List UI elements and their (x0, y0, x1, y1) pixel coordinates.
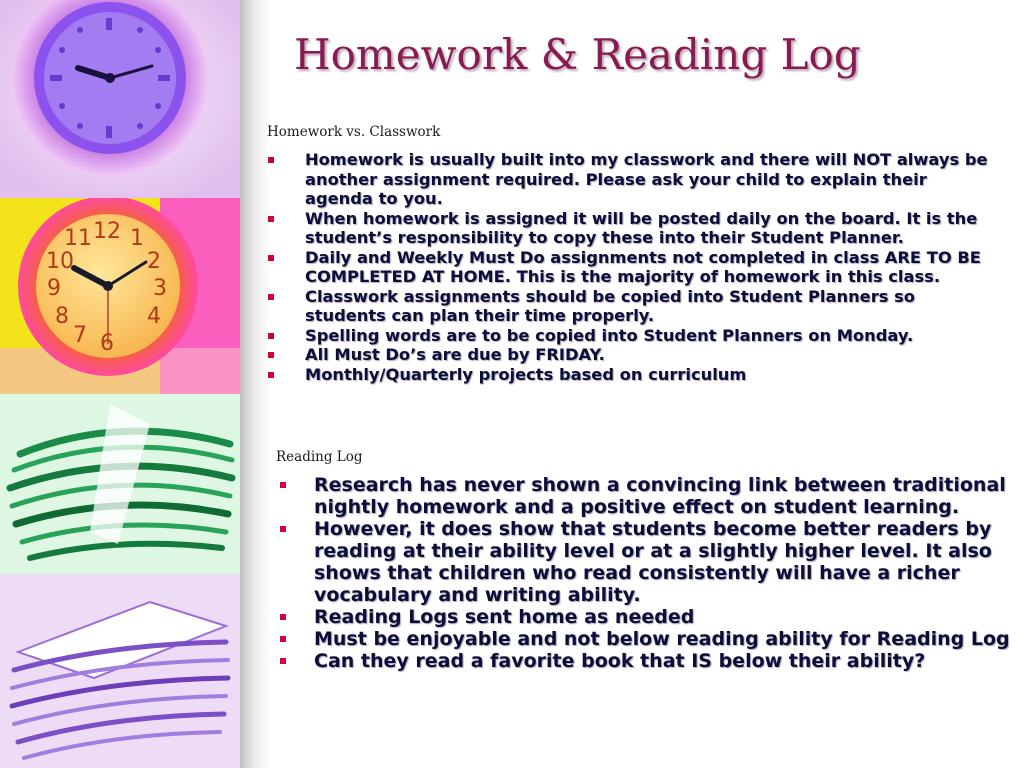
purple-clock-image (0, 0, 240, 198)
list-item (266, 150, 990, 209)
bullet-square-icon (280, 636, 286, 642)
list-item-text: Can they read a favorite book that IS below their ability? (314, 650, 926, 672)
list-item-text: Spelling words are to be copied into Student Planners on Monday. (305, 325, 914, 345)
bullet-square-icon (268, 352, 274, 358)
bullet-square-icon (268, 333, 274, 339)
list-item (276, 606, 1016, 628)
bullet-square-icon (268, 255, 274, 261)
clock-numeral: 7 (73, 323, 87, 348)
list-item-text: Must be enjoyable and not below reading ability for Reading Log (314, 628, 1010, 650)
clock-numeral: 1 (130, 226, 144, 251)
bullet-square-icon (280, 658, 286, 664)
list-item (266, 209, 990, 248)
strip-shadow (240, 0, 270, 768)
bullet-square-icon (280, 526, 286, 532)
clock-numeral: 8 (55, 304, 69, 329)
list-item-text: Reading Logs sent home as needed (314, 606, 695, 628)
clock-numeral: 10 (46, 249, 74, 274)
clock-numeral: 11 (64, 226, 92, 251)
list-item-text: Homework is usually built into my classwork and there will NOT always be another assignment required. Please ask your child to explain their agenda to you. (305, 150, 988, 208)
clock-numeral: 3 (153, 276, 167, 301)
bullet-square-icon (280, 614, 286, 620)
page-title: Homework & Reading Log (294, 30, 861, 79)
list-item (266, 248, 990, 287)
bullet-square-icon (268, 372, 274, 378)
green-books-image (0, 394, 240, 574)
list-item (276, 474, 1016, 518)
list-item (276, 628, 1016, 650)
section-heading-reading-log: Reading Log (276, 449, 363, 465)
list-item-text: All Must Do’s are due by FRIDAY. (305, 345, 605, 364)
list-item (266, 326, 990, 346)
bullet-square-icon (268, 157, 274, 163)
bullet-square-icon (268, 294, 274, 300)
clock-numeral: 4 (147, 304, 161, 329)
reading-log-bullet-list (276, 474, 1016, 672)
list-item (266, 365, 990, 385)
bullet-square-icon (280, 482, 286, 488)
clock-numeral: 6 (100, 331, 114, 356)
clock-numeral: 2 (147, 249, 161, 274)
orange-clock-image (0, 198, 240, 394)
section-heading-homework: Homework vs. Classwork (267, 124, 441, 140)
bullet-square-icon (268, 216, 274, 222)
list-item-text: However, it does show that students become better readers by reading at their ability level or at a slightly higher level. It also shows that children who read consistently will have a richer vocabulary and writing ability. (314, 518, 992, 606)
list-item (276, 518, 1016, 606)
homework-bullet-list (266, 150, 990, 384)
list-item (276, 650, 1016, 672)
clock-numeral: 12 (93, 219, 121, 244)
list-item-text: Research has never shown a convincing link between traditional nightly homework and a positive effect on student learning. (314, 474, 1006, 518)
purple-books-image (0, 574, 240, 768)
clock-numeral: 9 (47, 276, 61, 301)
list-item (266, 345, 990, 365)
list-item-text: Classwork assignments should be copied into Student Planners so students can plan their time properly. (305, 286, 915, 325)
list-item (266, 287, 990, 326)
decorative-image-strip (0, 0, 240, 768)
list-item-text: Monthly/Quarterly projects based on curriculum (305, 364, 747, 384)
list-item-text: When homework is assigned it will be posted daily on the board. It is the student’s responsibility to copy these into their Student Planner. (305, 208, 978, 247)
list-item-text: Daily and Weekly Must Do assignments not completed in class ARE TO BE COMPLETED AT HOME. This is the majority of homework in this class. (305, 247, 981, 286)
